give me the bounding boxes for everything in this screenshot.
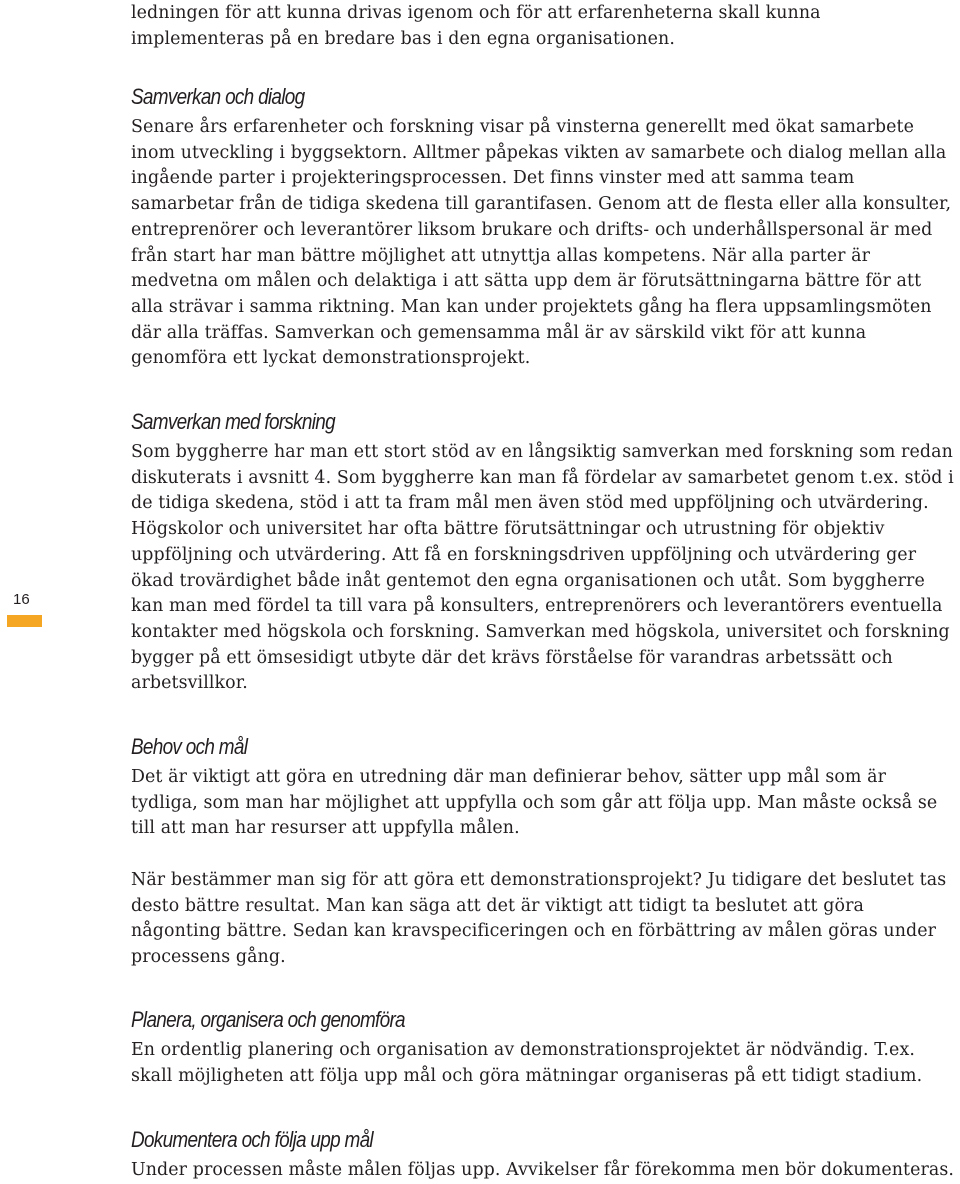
page-number: 16: [13, 591, 30, 608]
section-heading: Planera, organisera och genomföra: [131, 1007, 405, 1032]
section-paragraph: Det är viktigt att göra en utredning där man definierar behov, sätter upp mål som är tydliga, som man har möjlighet att uppfylla och som går att följa upp. Man måste också se till att man har resurser att uppfylla målen.: [131, 767, 938, 839]
section-heading: Behov och mål: [131, 734, 248, 759]
section-paragraph: En ordentlig planering och organisation av demonstrationsprojektet är nödvändig. T.ex. skall möjligheten att följa upp mål och göra mätningar organiseras på ett tidigt stadium.: [131, 1040, 923, 1086]
section-behov-och-mal: [131, 733, 956, 971]
section-paragraph: När bestämmer man sig för att göra ett demonstrationsprojekt? Ju tidigare det beslutet tas desto bättre resultat. Man kan säga att det är viktigt att tidigt ta beslutet att göra någonting bättre. Sedan kan kravspecificeringen och en förbättring av målen göras under processens gång.: [131, 869, 947, 967]
section-heading: Samverkan med forskning: [131, 409, 335, 434]
section-paragraph: Senare års erfarenheter och forskning visar på vinsterna generellt med ökat samarbete inom utveckling i byggsektorn. Alltmer påpekas vikten av samarbete och dialog mellan alla ingående parter i projekteringsprocessen. Det finns vinster med att samma team samarbetar från de tidiga skedena till garantifasen. Genom att de flesta eller alla konsulter, entreprenörer och leverantörer liksom brukare och drifts- och underhållspersonal är med från start har man bättre möjlighet att utnyttja allas kompetens. När alla parter är medvetna om målen och delaktiga i att sätta upp dem är förutsättningarna bättre för att alla strävar i samma riktning. Man kan under projektets gång ha flera uppsamlingsmöten där alla träffas. Samverkan och gemensamma mål är av särskild vikt för att kunna genomföra ett lyckat demonstrationsprojekt.: [131, 117, 952, 369]
section-planera-organisera: [131, 1006, 956, 1089]
intro-paragraph: ledningen för att kunna drivas igenom och för att erfarenheterna skall kunna implementeras på en bredare bas i den egna organisationen.: [131, 3, 821, 49]
page-number-accent-bar: [7, 615, 42, 627]
section-dokumentera: [131, 1126, 956, 1184]
section-heading: Dokumentera och följa upp mål: [131, 1127, 373, 1152]
section-heading: Samverkan och dialog: [131, 84, 305, 109]
section-paragraph: Under processen måste målen följas upp. Avvikelser får förekomma men bör dokumenteras.: [131, 1160, 955, 1180]
section-samverkan-och-dialog: [131, 83, 956, 372]
section-samverkan-med-forskning: [131, 408, 956, 697]
section-paragraph: Som byggherre har man ett stort stöd av en långsiktig samverkan med forskning som redan diskuterats i avsnitt 4. Som byggherre kan man få fördelar av samarbetet genom t.ex. stöd i de tidiga skedena, stöd i att ta fram mål men även stöd med uppföljning och utvärdering. Högskolor och universitet har ofta bättre förutsättningar och utrustning för objektiv uppföljning och utvärdering. Att få en forskningsdriven uppföljning och utvärdering ger ökad trovärdighet både inåt gentemot den egna organisationen och utåt. Som byggherre kan man med fördel ta till vara på konsulters, entreprenörers och leverantörers eventuella kontakter med högskola och forskning. Samverkan med högskola, universitet och forskning bygger på ett ömsesidigt utbyte där det krävs förståelse för varandras arbetssätt och arbetsvillkor.: [131, 442, 954, 694]
